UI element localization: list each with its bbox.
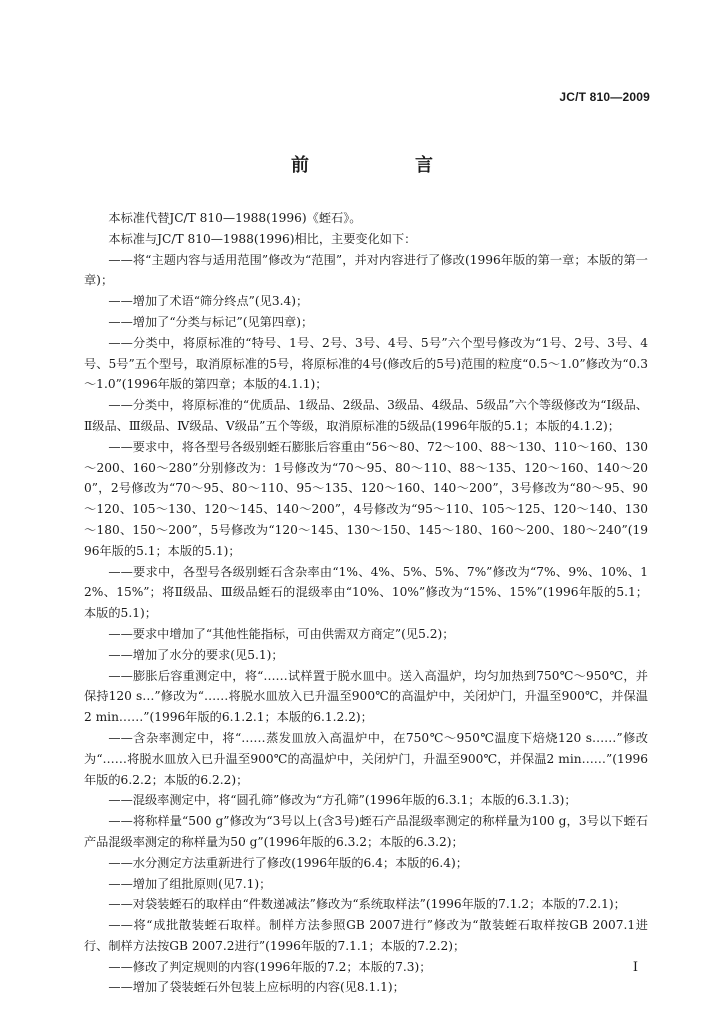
paragraph: ——修改了判定规则的内容(1996年版的7.2；本版的7.3)； [108,959,432,974]
paragraph: ——混级率测定中，将“圆孔筛”修改为“方孔筛”(1996年版的6.3.1；本版的6.3.1.3)； [108,793,577,808]
paragraph: 本标准代替JC/T 810—1988(1996)《蛭石》。 [108,211,362,225]
paragraph: ——将称样量“500 g”修改为“3号以上(含3号)蛭石产品混级率测定的称样量为100 g，3号以下蛭石产品混级率测定的称样量为50 g”(1996年版的6.3.2；本版的6.3.2)； [84,814,648,849]
paragraph: ——增加了袋装蛭石外包装上应标明的内容(见8.1.1)； [108,980,405,995]
paragraph: ——增加了水分的要求(见5.1)； [108,647,284,662]
foreword-body [84,208,648,998]
paragraph: ——要求中增加了“其他性能指标，可由供需双方商定”(见5.2)； [108,626,455,641]
paragraph: ——膨胀后容重测定中，将“……试样置于脱水皿中。送入高温炉，均匀加热到750℃～950℃，并保持120 s…”修改为“……将脱水皿放入已升温至900℃的高温炉中，关闭炉门，升温至900℃，并保温2 min……”(1996年版的6.1.2.1；本版的6.1.2.2)； [84,668,648,725]
paragraph: ——要求中，各型号各级别蛭石含杂率由“1%、4%、5%、5%、7%”修改为“7%、9%、10%、12%、15%”；将Ⅱ级品、Ⅲ级品蛭石的混级率由“10%、10%”修改为“15%、15%”(1996年版的5.1；本版的5.1)； [84,564,648,621]
standard-code: JC/T 810—2009 [559,90,650,104]
paragraph: ——对袋装蛭石的取样由“件数递减法”修改为“系统取样法”(1996年版的7.1.2；本版的7.2.1)； [108,897,626,912]
paragraph: ——分类中，将原标准的“优质品、1级品、2级品、3级品、4级品、5级品”六个等级修改为“Ⅰ级品、Ⅱ级品、Ⅲ级品、Ⅳ级品、Ⅴ级品”五个等级，取消原标准的5级品(1996年版的5.1；本版的4.1.2)； [84,398,648,433]
paragraph: ——增加了组批原则(见7.1)； [108,876,272,891]
paragraph: ——增加了“分类与标记”(见第四章)； [108,314,314,329]
paragraph: ——将“成批散装蛭石取样。制样方法参照GB 2007进行”修改为“散装蛭石取样按GB 2007.1进行、制样方法按GB 2007.2进行”(1996年版的7.1.1；本版的7.2.2)； [84,918,648,953]
page-title: 前 言 [291,155,477,176]
paragraph: ——分类中，将原标准的“特号、1号、2号、3号、4号、5号”六个型号修改为“1号、2号、3号、4号、5号”五个型号，取消原标准的5号，将原标准的4号(修改后的5号)范围的粒度“0.5～1.0”修改为“0.3～1.0”(1996年版的第四章；本版的4.1.1)； [84,335,648,392]
paragraph: 本标准与JC/T 810—1988(1996)相比，主要变化如下： [108,231,417,246]
paragraph: ——要求中，将各型号各级别蛭石膨胀后容重由“56～80、72～100、88～130、110～160、130～200、160～280”分别修改为：1号修改为“70～95、80～110、88～135、120～160、140～200”，2号修改为“70～95、80～110、95～135、120～160、140～200”，3号修改为“80～95、90～120、105～130、120～145、140～200”，4号修改为“95～110、105～125、120～140、130～180、150～200”，5号修改为“120～145、130～150、145～180、160～200、180～240”(1996年版的5.1；本版的5.1)； [84,439,648,558]
paragraph: ——将“主题内容与适用范围”修改为“范围”，并对内容进行了修改(1996年版的第一章；本版的第一章)； [84,252,648,288]
paragraph: ——含杂率测定中，将“……蒸发皿放入高温炉中，在750℃～950℃温度下焙烧120 s……”修改为“……将脱水皿放入已升温至900℃的高温炉中，关闭炉门，升温至900℃，并保温2 min……”(1996年版的6.2.2；本版的6.2.2)； [84,730,648,787]
page-number: I [632,960,638,975]
paragraph: ——增加了术语“筛分终点”(见3.4)； [108,294,309,309]
paragraph: ——水分测定方法重新进行了修改(1996年版的6.4；本版的6.4)； [108,855,468,870]
